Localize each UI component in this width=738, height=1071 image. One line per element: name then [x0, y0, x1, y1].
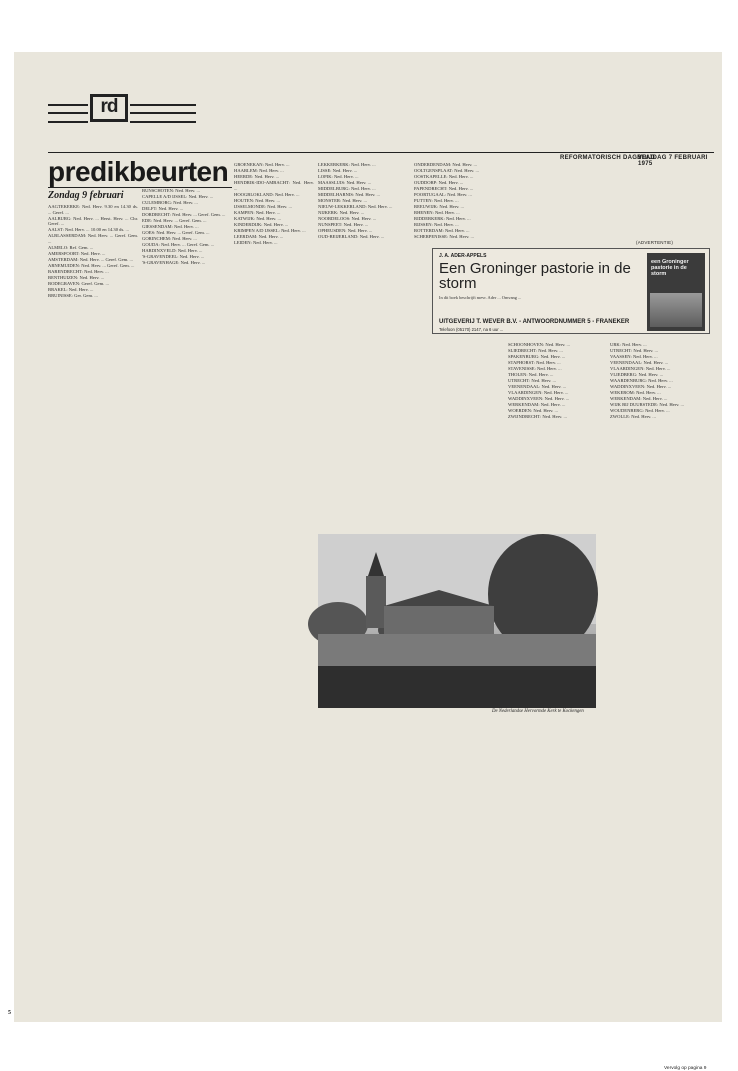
church-listing: SCHERPENISSE: Ned. Herv. ...	[414, 234, 474, 239]
church-listing: MIDDELBURG: Ned. Herv. ...	[318, 186, 376, 191]
church-listing: ZWIJNDRECHT: Ned. Herv. ...	[508, 414, 567, 419]
church-listing: URK: Ned. Herv. ...	[610, 342, 647, 347]
continued-note: Vervolg op pagina 9	[664, 1066, 707, 1071]
church-listing: PAPENDRECHT: Ned. Herv. ...	[414, 186, 474, 191]
church-listing: BUNSCHOTEN: Ned. Herv. ...	[142, 188, 200, 193]
church-listing: RHENEN: Ned. Herv. ...	[414, 210, 460, 215]
church-listing: VAASSEN: Ned. Herv. ...	[610, 354, 658, 359]
church-listing: AALST: Ned. Herv. ... 10.00 en 14.30 ds. ...	[48, 227, 130, 232]
church-listing: HOOGBLOKLAND: Ned. Herv. ...	[234, 191, 300, 197]
church-photo	[318, 534, 596, 708]
church-listing: ONDERDENDAM: Ned. Herv. ...	[414, 162, 477, 167]
church-listing: HARDINXVELD: Ned. Herv. ...	[142, 248, 203, 253]
church-listing: AAGTEKERKE: Ned. Herv. 9.30 en 14.30 ds. ... Geref. ...	[48, 204, 138, 215]
church-nave	[384, 606, 494, 636]
church-listing: HOUTEN: Ned. Herv. ...	[234, 197, 280, 203]
church-listing: NUNSPEET: Ned. Herv. ...	[318, 222, 369, 227]
church-listing: AMERSFOORT: Ned. Herv. ...	[48, 250, 106, 256]
church-listing: BARENDRECHT: Ned. Herv. ...	[48, 268, 109, 274]
church-listing: LEKKERKERK: Ned. Herv. ...	[318, 162, 376, 167]
church-listing: VEENENDAAL: Ned. Herv. ...	[610, 360, 669, 365]
advertisement	[432, 248, 710, 334]
book-cover-image	[650, 293, 702, 327]
church-listing: OOSTKAPELLE: Ned. Herv. ...	[414, 174, 474, 179]
masthead-rule	[48, 104, 88, 106]
column-3	[234, 162, 314, 1012]
church-listing: MONSTER: Ned. Herv. ...	[318, 198, 367, 203]
ad-blurb: In dit boek beschrijft mevr. Ader ... Omvang ...	[439, 295, 522, 300]
ad-title: Een Groninger pastorie in de storm	[439, 260, 631, 292]
church-listing: WADDINXVEEN: Ned. Herv. ...	[508, 396, 570, 401]
church-listing: OUD-BEIJERLAND: Ned. Herv. ...	[318, 234, 385, 239]
church-listing: 'S-GRAVENDEEL: Ned. Herv. ...	[142, 254, 205, 259]
church-listing: VLAARDINGEN: Ned. Herv. ...	[610, 366, 671, 371]
column-1	[48, 204, 138, 1012]
advertisement-label: (ADVERTENTIE)	[636, 240, 674, 245]
church-listing: HENDRIK-IDO-AMBACHT: Ned. Herv. ...	[234, 180, 314, 191]
church-listing: NIEUW-LEKKERLAND: Ned. Herv. ...	[318, 204, 393, 209]
church-listing: DELFT: Ned. Herv. ...	[142, 206, 184, 211]
church-illustration	[318, 534, 596, 708]
church-listing: GROENEKAN: Ned. Herv. ...	[234, 162, 290, 167]
ad-author: J. A. ADER-APPELS	[439, 253, 487, 259]
church-listing: VLIEDBERG: Ned. Herv. ...	[610, 372, 664, 377]
masthead-rule	[48, 121, 88, 123]
church-listing: STAPHORST: Ned. Herv. ...	[508, 360, 561, 365]
header-rule	[48, 152, 714, 153]
church-listing: GOUDA: Ned. Herv. ... Geref. Gem. ...	[142, 242, 215, 247]
church-listing: NIJKERK: Ned. Herv. ...	[318, 210, 365, 215]
church-listing: UTRECHT: Ned. Herv. ...	[610, 348, 658, 353]
church-listing: WEKEROM: Ned. Herv. ...	[610, 390, 661, 395]
church-listing: ARNEMUIDEN: Ned. Herv. ... Geref. Gem. ...	[48, 262, 135, 268]
masthead-rule	[130, 121, 196, 123]
church-listing: WERKENDAM: Ned. Herv. ...	[610, 396, 668, 401]
photo-caption: De Nederlandse Hervormde Kerk te Kockengen	[492, 709, 584, 714]
church-listing: GIESSENDAM: Ned. Herv. ...	[142, 224, 199, 229]
church-listing: EDE: Ned. Herv. ... Geref. Gem. ...	[142, 218, 207, 223]
church-listing: KATWIJK: Ned. Herv. ...	[234, 215, 281, 221]
church-listing: MIDDELHARNIS: Ned. Herv. ...	[318, 192, 380, 197]
column-7	[610, 342, 710, 1062]
church-listing: DORDRECHT: Ned. Herv. ... Geref. Gem. ...	[142, 212, 226, 217]
church-listing: AALBURG: Ned. Herv. ... Herst. Herv. ... Chr. Geref. ...	[48, 215, 138, 226]
ad-phone: Telefoon (05170) 2147, na 6 uur ...	[439, 327, 504, 332]
column-2	[142, 188, 230, 1012]
church-listing: PUTTEN: Ned. Herv. ...	[414, 198, 459, 203]
newspaper-logo: rd	[90, 94, 128, 122]
date-heading: Zondag 9 februari	[48, 190, 124, 201]
church-listing: LEIDEN: Ned. Herv. ...	[234, 239, 278, 245]
church-listing: MAASSLUIS: Ned. Herv. ...	[318, 180, 372, 185]
paper-name: REFORMATORISCH DAGBLAD	[560, 155, 656, 161]
church-listing: UTRECHT: Ned. Herv. ...	[508, 378, 556, 383]
church-listing: OUDDORP: Ned. Herv. ...	[414, 180, 464, 185]
church-listing: HAARLEM: Ned. Herv. ...	[234, 168, 284, 173]
church-listing: CAPELLE A/D IJSSEL: Ned. Herv. ...	[142, 194, 214, 199]
church-listing: WIJK BIJ DUURSTEDE: Ned. Herv. ...	[610, 402, 684, 407]
church-listing: THOLEN: Ned. Herv. ...	[508, 372, 554, 377]
church-listing: BRUINISSE: Ger. Gem. ...	[48, 292, 98, 298]
church-listing: LEERDAM: Ned. Herv. ...	[234, 233, 284, 239]
church-listing: 'S-GRAVENHAGE: Ned. Herv. ...	[142, 260, 206, 265]
church-listing: REEUWIJK: Ned. Herv. ...	[414, 204, 464, 209]
church-listing: WOUDENBERG: Ned. Herv. ...	[610, 408, 670, 413]
church-listing: LOPIK: Ned. Herv. ...	[318, 174, 359, 179]
church-listing: GORINCHEM: Ned. Herv. ...	[142, 236, 197, 241]
church-listing: OOLTGENSPLAAT: Ned. Herv. ...	[414, 168, 479, 173]
church-listing: LISSE: Ned. Herv. ...	[318, 168, 358, 173]
church-listing: STAVENISSE: Ned. Herv. ...	[508, 366, 562, 371]
church-listing: OPHEUSDEN: Ned. Herv. ...	[318, 228, 373, 233]
church-listing: WOERDEN: Ned. Herv. ...	[508, 408, 558, 413]
church-listing: KINDERDIJK: Ned. Herv. ...	[234, 221, 289, 227]
church-listing: BODEGRAVEN: Geref. Gem. ...	[48, 280, 109, 286]
church-listing: HEERDE: Ned. Herv. ...	[234, 174, 280, 179]
masthead-rule	[130, 112, 196, 114]
newspaper-page	[14, 52, 722, 1071]
church-listing: POORTUGAAL: Ned. Herv. ...	[414, 192, 472, 197]
book-cover	[647, 253, 705, 331]
masthead-rule	[48, 112, 88, 114]
church-listing: VEENENDAAL: Ned. Herv. ...	[508, 384, 567, 389]
church-listing: WERKENDAM: Ned. Herv. ...	[508, 402, 566, 407]
church-listing: BENTHUIZEN: Ned. Herv. ...	[48, 274, 105, 280]
church-listing: WADDINXVEEN: Ned. Herv. ...	[610, 384, 672, 389]
church-listing: ROTTERDAM: Ned. Herv. ...	[414, 228, 470, 233]
church-listing: ALMELO: Ref. Gem. ...	[48, 244, 94, 250]
ditch	[318, 666, 596, 708]
church-listing: GOES: Ned. Herv. ... Geref. Gem. ...	[142, 230, 210, 235]
church-listing: RIDDERKERK: Ned. Herv. ...	[414, 216, 471, 221]
church-listing: KAMPEN: Ned. Herv. ...	[234, 209, 281, 215]
church-listing: IJSSELMONDE: Ned. Herv. ...	[234, 203, 292, 209]
page-title: predikbeurten	[48, 156, 229, 187]
church-listing: WAARDENBURG: Ned. Herv. ...	[610, 378, 673, 383]
ad-publisher: UITGEVERIJ T. WEVER B.V. - ANTWOORDNUMMER 5 - FRANEKER	[439, 319, 630, 325]
church-listing: VLAARDINGEN: Ned. Herv. ...	[508, 390, 569, 395]
issue-date: VRIJDAG 7 FEBRUARI 1975	[638, 155, 708, 167]
page-margin-mark: 5	[8, 1010, 11, 1016]
church-listing: BRAKEL: Ned. Herv. ...	[48, 286, 94, 292]
masthead-rule	[130, 104, 196, 106]
church-listing: ZWOLLE: Ned. Herv. ...	[610, 414, 656, 419]
column-4	[318, 162, 410, 532]
church-listing: KRIMPEN A/D IJSSEL: Ned. Herv. ...	[234, 227, 306, 233]
church-listing: SCHOONHOVEN: Ned. Herv. ...	[508, 342, 570, 347]
church-listing: CULEMBORG: Ned. Herv. ...	[142, 200, 198, 205]
church-listing: SPAKENBURG: Ned. Herv. ...	[508, 354, 566, 359]
church-listing: AMSTERDAM: Ned. Herv. ... Geref. Gem. ...	[48, 256, 133, 262]
church-tower	[366, 576, 386, 628]
church-listing: SLIEDRECHT: Ned. Herv. ...	[508, 348, 563, 353]
book-cover-title: een Groninger pastorie in de storm	[651, 259, 689, 277]
church-listing: ALBLASSERDAM: Ned. Herv. ... Geref. Gem. ...	[48, 233, 138, 244]
church-listing: NOORDELOOS: Ned. Herv. ...	[318, 216, 377, 221]
church-listing: RIJSSEN: Ned. Herv. ...	[414, 222, 459, 227]
